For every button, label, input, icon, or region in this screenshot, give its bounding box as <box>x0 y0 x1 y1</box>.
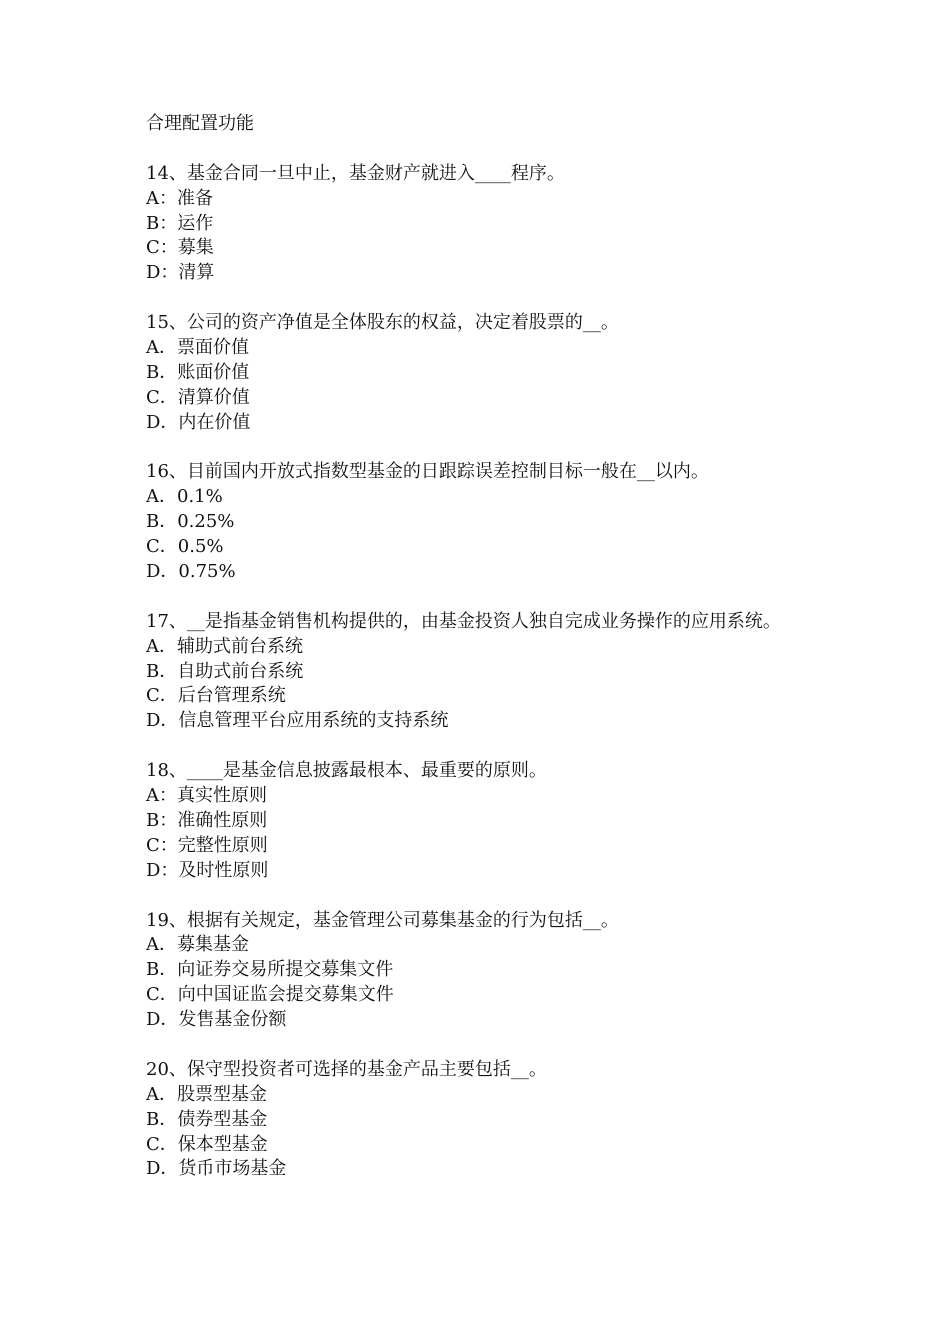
option-d: D．信息管理平台应用系统的支持系统 <box>146 710 449 732</box>
option-c: C．清算价值 <box>146 386 250 408</box>
option-b: B．自助式前台系统 <box>146 660 304 682</box>
option-d: D：及时性原则 <box>146 859 269 881</box>
option-a: A：准备 <box>146 187 213 209</box>
option-d: D．内在价值 <box>146 411 251 433</box>
question-18 <box>146 759 846 883</box>
option-b: B：准确性原则 <box>146 809 268 831</box>
question-15 <box>146 311 846 435</box>
option-c: C．保本型基金 <box>146 1133 268 1155</box>
option-a: A．0.1% <box>146 486 223 508</box>
option-a: A．票面价值 <box>146 337 249 359</box>
question-stem: 18、____是基金信息披露最根本、最重要的原则。 <box>146 760 547 782</box>
option-c: C：完整性原则 <box>146 834 268 856</box>
option-a: A．募集基金 <box>146 934 249 956</box>
option-d: D．发售基金份额 <box>146 1009 287 1031</box>
option-b: B：运作 <box>146 212 214 234</box>
option-d: D．货币市场基金 <box>146 1158 287 1180</box>
question-17 <box>146 610 846 734</box>
option-c: C．后台管理系统 <box>146 685 286 707</box>
question-14 <box>146 162 846 286</box>
option-c: C：募集 <box>146 237 214 259</box>
question-stem: 16、目前国内开放式指数型基金的日跟踪误差控制目标一般在__以内。 <box>146 461 709 483</box>
question-stem: 17、__是指基金销售机构提供的，由基金投资人独自完成业务操作的应用系统。 <box>146 610 781 632</box>
question-stem: 14、基金合同一旦中止，基金财产就进入____程序。 <box>146 162 565 184</box>
question-20 <box>146 1058 846 1182</box>
option-c: C．向中国证监会提交募集文件 <box>146 984 394 1006</box>
option-a: A：真实性原则 <box>146 785 267 807</box>
question-19 <box>146 909 846 1033</box>
question-16 <box>146 460 846 584</box>
option-a: A．股票型基金 <box>146 1083 267 1105</box>
option-a: A．辅助式前台系统 <box>146 635 303 657</box>
question-stem: 15、公司的资产净值是全体股东的权益，决定着股票的__。 <box>146 312 619 334</box>
question-stem: 20、保守型投资者可选择的基金产品主要包括__。 <box>146 1058 547 1080</box>
option-d: D．0.75% <box>146 561 236 583</box>
option-b: B．向证券交易所提交募集文件 <box>146 959 394 981</box>
option-b: B．0.25% <box>146 511 235 533</box>
option-c: C．0.5% <box>146 536 224 558</box>
option-b: B．债券型基金 <box>146 1108 268 1130</box>
question-stem: 19、根据有关规定，基金管理公司募集基金的行为包括__。 <box>146 909 619 931</box>
document-page <box>146 112 846 1182</box>
intro-text: 合理配置功能 <box>146 113 254 134</box>
option-d: D：清算 <box>146 262 215 284</box>
option-b: B．账面价值 <box>146 361 250 383</box>
